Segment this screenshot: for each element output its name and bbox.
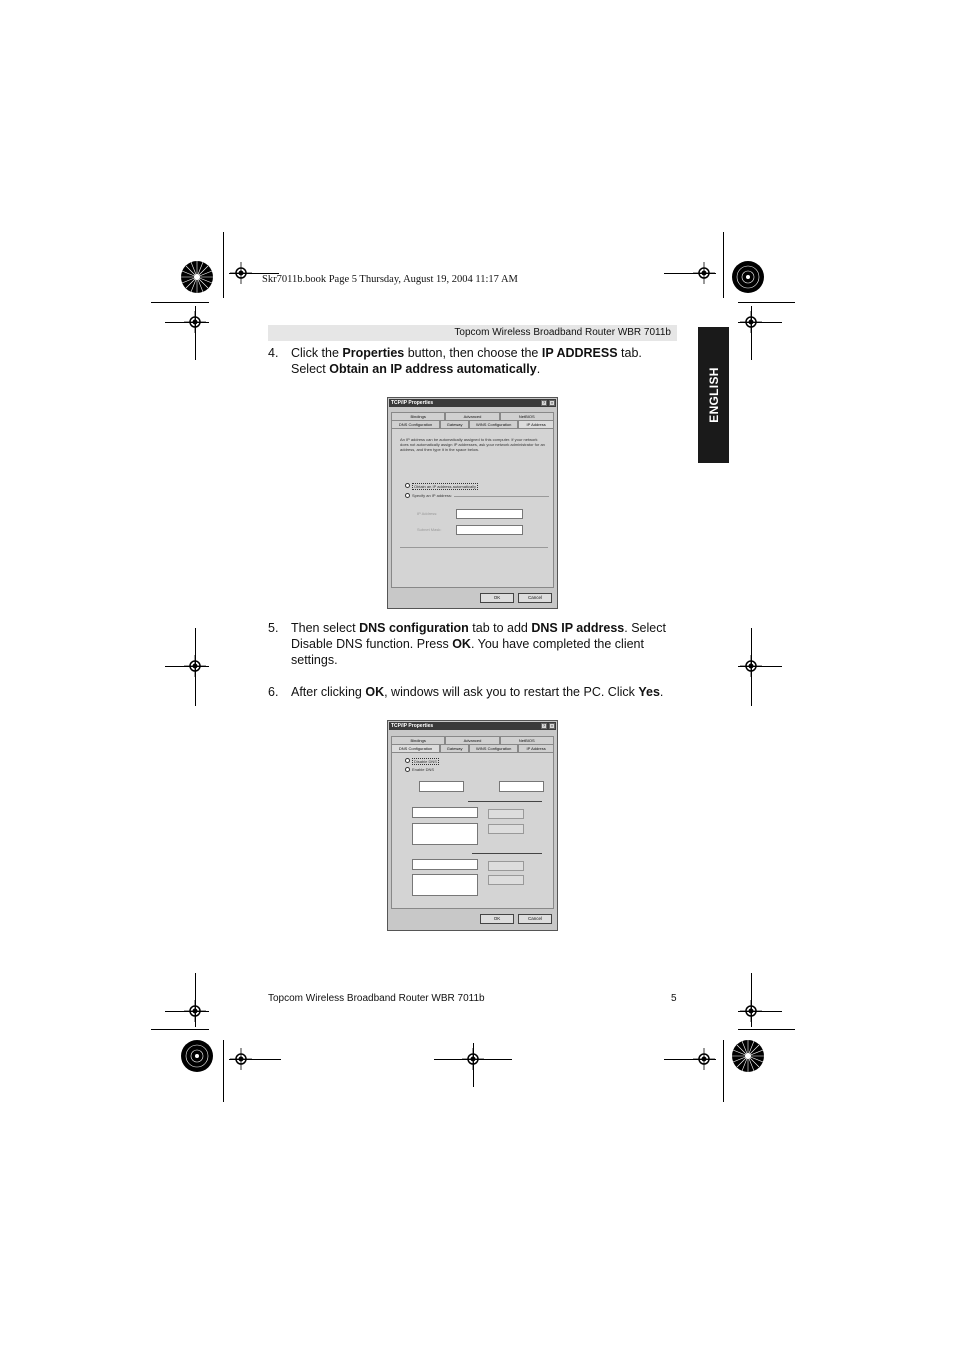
add-button[interactable]	[488, 809, 524, 819]
tab-advanced[interactable]: Advanced	[445, 412, 499, 420]
registration-target	[180, 1039, 214, 1073]
subnet-mask-label: Subnet Mask:	[417, 527, 442, 532]
host-input[interactable]	[419, 781, 464, 792]
step-text-run: .	[536, 362, 541, 376]
close-icon[interactable]: ×	[550, 723, 554, 728]
crop-line	[751, 973, 752, 1027]
registration-target	[731, 1039, 765, 1073]
step-text-run: tab. Select	[291, 346, 642, 376]
tab-netbios[interactable]: NetBIOS	[500, 412, 554, 420]
tcpip-dialog-dns-configuration	[387, 720, 558, 931]
ip-address-label: IP Address:	[417, 511, 438, 516]
crop-line	[223, 232, 224, 298]
crop-line	[751, 306, 752, 360]
crop-line	[223, 1040, 224, 1102]
bold-term: Yes	[638, 685, 660, 699]
crop-line	[473, 1043, 474, 1087]
tab-ip-address[interactable]: IP Address	[518, 744, 554, 752]
tab-bindings[interactable]: Bindings	[391, 412, 445, 420]
crop-line	[151, 1029, 209, 1030]
domain-suffix-list[interactable]	[412, 874, 478, 896]
crop-line	[195, 628, 196, 706]
step-text-run: tab to add	[468, 621, 532, 635]
add-suffix-button[interactable]	[488, 861, 524, 871]
cancel-button[interactable]: Cancel	[518, 593, 552, 603]
crop-line	[165, 322, 209, 323]
crop-line	[195, 306, 196, 360]
dialog-title: TCP/IP Properties	[391, 400, 434, 406]
tab-row-bottom	[391, 744, 554, 752]
step-text-run: . You have completed the client settings.	[291, 637, 644, 667]
crop-line	[738, 1029, 795, 1030]
tab-panel	[391, 752, 554, 909]
bold-term: Obtain an IP address automatically	[329, 362, 537, 376]
subnet-mask-input[interactable]	[456, 525, 523, 535]
radio-enable-dns[interactable]	[405, 767, 410, 772]
crop-line	[151, 302, 209, 303]
dns-server-list[interactable]	[412, 823, 478, 845]
step-6	[268, 684, 680, 700]
bold-term: Properties	[342, 346, 405, 360]
step-4	[268, 345, 680, 377]
dialog-title-bar	[389, 722, 556, 730]
radio-obtain-auto-label: Obtain an IP address automatically	[414, 484, 476, 489]
tab-wins-configuration[interactable]: WINS Configuration	[469, 744, 518, 752]
radio-disable-dns[interactable]	[405, 758, 410, 763]
bold-term: IP ADDRESS	[541, 346, 618, 360]
ok-button[interactable]: OK	[480, 914, 514, 924]
description-text: An IP address can be automatically assigned to this computer. If your network does not automatically assign IP addresses, ask your network administrator for an address, and then type it in the space below.	[400, 437, 545, 452]
step-text-run: button, then choose the	[404, 346, 542, 360]
registration-target	[180, 260, 214, 294]
crop-line	[738, 1011, 782, 1012]
crop-line	[738, 322, 782, 323]
step-text-run: , windows will ask you to restart the PC. Click	[384, 685, 639, 699]
running-header-title: Topcom Wireless Broadband Router WBR 7011b	[454, 327, 671, 338]
tab-wins-configuration[interactable]: WINS Configuration	[469, 420, 518, 428]
step-text-run: Then select	[291, 621, 360, 635]
tab-row-top	[391, 412, 554, 420]
dns-server-input[interactable]	[412, 807, 478, 818]
tab-gateway[interactable]: Gateway	[440, 744, 469, 752]
language-tab-label: ENGLISH	[706, 367, 721, 423]
running-header	[268, 325, 677, 341]
crop-line	[195, 973, 196, 1027]
tab-netbios[interactable]: NetBIOS	[500, 736, 554, 744]
language-tab	[698, 327, 729, 463]
slug-line: Skr7011b.book Page 5 Thursday, August 19, 2004 11:17 AM	[262, 274, 518, 285]
step-text-run: Click the	[291, 346, 343, 360]
tab-dns-configuration[interactable]: DNS Configuration	[391, 420, 440, 428]
ip-address-input[interactable]	[456, 509, 523, 519]
crop-line	[738, 666, 782, 667]
tab-ip-address[interactable]: IP Address	[518, 420, 554, 428]
bold-term: DNS IP address	[531, 621, 625, 635]
crop-line	[165, 666, 209, 667]
help-icon[interactable]: ?	[542, 400, 546, 405]
footer-title: Topcom Wireless Broadband Router WBR 7011b	[268, 993, 485, 1004]
tab-dns-configuration[interactable]: DNS Configuration	[391, 744, 440, 752]
step-text	[291, 345, 680, 377]
tab-gateway[interactable]: Gateway	[440, 420, 469, 428]
bold-term: DNS configuration	[359, 621, 469, 635]
crop-line	[165, 1011, 209, 1012]
domain-suffix-input[interactable]	[412, 859, 478, 870]
ok-button[interactable]: OK	[480, 593, 514, 603]
tab-bindings[interactable]: Bindings	[391, 736, 445, 744]
step-number: 4.	[268, 346, 279, 360]
bold-term: OK	[452, 637, 471, 651]
radio-enable-dns-label: Enable DNS	[412, 767, 435, 772]
crop-line	[664, 1059, 716, 1060]
radio-specify-ip-label: Specify an IP address:	[412, 493, 452, 498]
tab-row-top	[391, 736, 554, 744]
radio-disable-dns-label: Disable DNS	[414, 759, 437, 764]
crop-line	[229, 1059, 281, 1060]
remove-suffix-button[interactable]	[488, 875, 524, 885]
tcpip-dialog-ip-address	[387, 397, 558, 609]
bold-term: OK	[365, 685, 385, 699]
crop-line	[664, 273, 716, 274]
domain-input[interactable]	[499, 781, 544, 792]
dialog-title: TCP/IP Properties	[391, 723, 434, 729]
cancel-button[interactable]: Cancel	[518, 914, 552, 924]
crop-line	[738, 302, 795, 303]
registration-target	[731, 260, 765, 294]
help-icon[interactable]: ?	[542, 723, 546, 728]
group-separator	[468, 801, 542, 802]
step-number: 5.	[268, 621, 279, 635]
page-number: 5	[671, 993, 677, 1004]
step-5	[268, 620, 680, 668]
tab-panel	[391, 428, 554, 588]
group-separator	[400, 547, 548, 548]
radio-specify-ip[interactable]	[405, 493, 410, 498]
step-text	[291, 684, 680, 700]
tab-row-bottom	[391, 420, 554, 428]
tab-advanced[interactable]: Advanced	[445, 736, 499, 744]
close-icon[interactable]: ×	[550, 400, 554, 405]
crop-line	[723, 1040, 724, 1102]
step-text-run: . Select Disable DNS function. Press	[291, 621, 666, 651]
group-separator	[454, 496, 549, 497]
step-text	[291, 620, 680, 668]
group-separator	[472, 853, 542, 854]
step-text-run: .	[659, 685, 664, 699]
crop-line	[723, 232, 724, 298]
step-number: 6.	[268, 685, 279, 699]
dialog-title-bar	[389, 399, 556, 407]
radio-obtain-auto[interactable]	[405, 483, 410, 488]
remove-button[interactable]	[488, 824, 524, 834]
crop-line	[751, 628, 752, 706]
step-text-run: After clicking	[291, 685, 366, 699]
